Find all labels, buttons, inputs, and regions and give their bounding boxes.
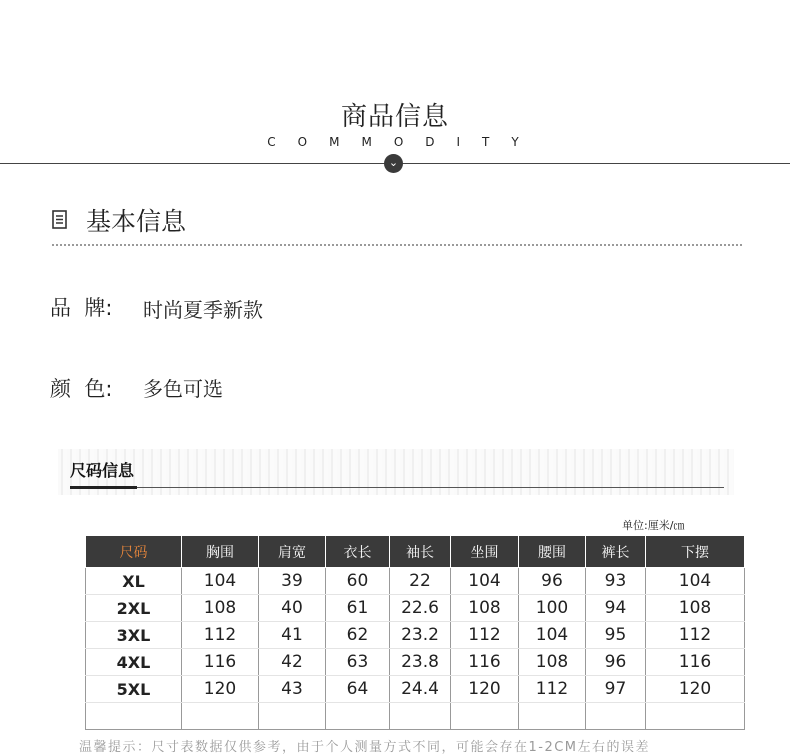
size-cell: 2XL <box>86 595 182 622</box>
header-cell: 裤长 <box>586 536 646 568</box>
table-cell: 108 <box>519 649 586 676</box>
table-cell: 112 <box>182 622 259 649</box>
table-cell: 108 <box>182 595 259 622</box>
size-cell: 3XL <box>86 622 182 649</box>
table-cell: 120 <box>182 676 259 703</box>
table-cell: 42 <box>259 649 326 676</box>
table-cell: 93 <box>586 568 646 595</box>
table-cell-empty <box>326 703 390 730</box>
size-tip: 温馨提示：尺寸表数据仅供参考，由于个人测量方式不同，可能会存在1-2CM左右的误差 <box>79 740 651 755</box>
table-cell: 61 <box>326 595 390 622</box>
table-row-empty <box>86 703 745 730</box>
table-cell: 39 <box>259 568 326 595</box>
table-row <box>86 595 745 622</box>
size-table <box>85 536 745 730</box>
table-cell-empty <box>390 703 451 730</box>
table-cell-empty <box>646 703 745 730</box>
table-header-row <box>86 536 745 568</box>
table-cell: 100 <box>519 595 586 622</box>
table-cell: 104 <box>451 568 519 595</box>
page-subtitle: COMMODITY <box>267 135 541 149</box>
table-cell: 95 <box>586 622 646 649</box>
table-cell: 104 <box>646 568 745 595</box>
table-cell-empty <box>182 703 259 730</box>
table-cell: 63 <box>326 649 390 676</box>
table-row <box>86 568 745 595</box>
table-row <box>86 649 745 676</box>
table-cell: 108 <box>646 595 745 622</box>
size-cell: 4XL <box>86 649 182 676</box>
table-cell-empty <box>86 703 182 730</box>
table-cell: 96 <box>519 568 586 595</box>
table-cell-empty <box>586 703 646 730</box>
table-cell: 22.6 <box>390 595 451 622</box>
table-cell: 116 <box>646 649 745 676</box>
table-cell: 41 <box>259 622 326 649</box>
table-cell: 112 <box>519 676 586 703</box>
header-cell: 袖长 <box>390 536 451 568</box>
table-cell-empty <box>451 703 519 730</box>
header-cell: 腰围 <box>519 536 586 568</box>
table-cell: 23.8 <box>390 649 451 676</box>
table-cell: 120 <box>646 676 745 703</box>
header-cell: 下摆 <box>646 536 745 568</box>
table-body <box>86 568 745 730</box>
brand-label: 品 牌: <box>50 296 113 320</box>
table-cell: 120 <box>451 676 519 703</box>
table-cell: 22 <box>390 568 451 595</box>
table-cell: 116 <box>451 649 519 676</box>
table-cell: 94 <box>586 595 646 622</box>
section-title-size: 尺码信息 <box>70 461 135 480</box>
table-cell: 23.2 <box>390 622 451 649</box>
table-cell-empty <box>519 703 586 730</box>
table-cell: 62 <box>326 622 390 649</box>
table-cell: 104 <box>519 622 586 649</box>
page-title: 商品信息 <box>340 102 449 132</box>
header-cell-size: 尺码 <box>86 536 182 568</box>
table-cell: 112 <box>451 622 519 649</box>
document-icon <box>52 210 67 229</box>
chevron-down-icon: ⌄ <box>384 154 403 173</box>
table-cell: 108 <box>451 595 519 622</box>
table-cell: 43 <box>259 676 326 703</box>
unit-note: 单位:厘米/㎝ <box>622 519 685 532</box>
table-cell: 64 <box>326 676 390 703</box>
table-cell: 40 <box>259 595 326 622</box>
table-row <box>86 676 745 703</box>
header-cell: 衣长 <box>326 536 390 568</box>
section-band <box>58 449 734 495</box>
size-cell: XL <box>86 568 182 595</box>
color-value: 多色可选 <box>143 377 223 401</box>
table-row <box>86 622 745 649</box>
table-cell: 112 <box>646 622 745 649</box>
size-cell: 5XL <box>86 676 182 703</box>
header-cell: 坐围 <box>451 536 519 568</box>
section-title-underline <box>70 486 137 489</box>
table-cell: 116 <box>182 649 259 676</box>
dotted-divider <box>52 244 742 246</box>
table-cell: 24.4 <box>390 676 451 703</box>
table-cell: 96 <box>586 649 646 676</box>
header-cell: 胸围 <box>182 536 259 568</box>
brand-value: 时尚夏季新款 <box>143 298 263 322</box>
section-title-basic: 基本信息 <box>86 207 187 236</box>
table-cell: 60 <box>326 568 390 595</box>
color-label: 颜 色: <box>50 377 113 401</box>
section-divider <box>70 487 724 488</box>
table-cell: 104 <box>182 568 259 595</box>
table-cell: 97 <box>586 676 646 703</box>
header-cell: 肩宽 <box>259 536 326 568</box>
table-cell-empty <box>259 703 326 730</box>
